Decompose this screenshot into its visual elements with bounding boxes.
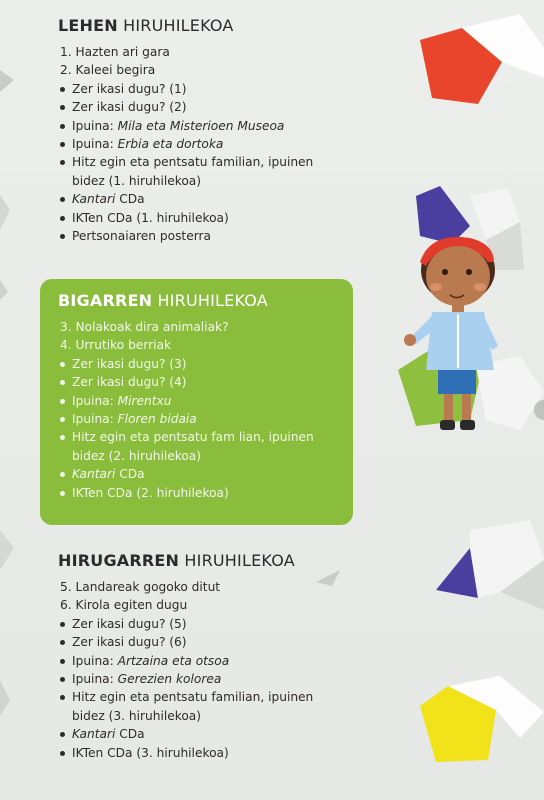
item-title-italic: Kantari [72,192,116,207]
resource-item [58,652,338,670]
item-title-italic: Kantari [72,467,116,482]
item-prefix: Ipuina: [72,137,118,152]
item-suffix: CDa [115,727,145,742]
item-text: IKTen CDa (2. hiruhilekoa) [72,485,229,500]
paper-fold-shape [0,70,14,92]
section-first-trimester [58,16,338,245]
unit-item [58,336,338,354]
item-text: 5. Landareak gogoko ditut [60,580,221,594]
item-text: Hitz egin eta pentsatu familian, ipuinen bidez (3. hiruhilekoa) [72,690,314,723]
unit-item [58,318,338,336]
item-suffix: CDa [115,192,145,207]
item-title-italic: Artzaina eta otsoa [117,653,230,668]
section-title-rest: HIRUHILEKOA [152,291,268,310]
item-text: 3. Nolakoak dira animaliak? [60,320,229,334]
unit-item [58,43,338,61]
section-title-bold: BIGARREN [58,291,153,310]
item-text: Zer ikasi dugu? (1) [72,81,187,96]
section-third-trimester [58,551,338,762]
item-title-italic: Kantari [72,727,116,742]
resource-item [58,98,338,116]
resource-item [58,688,338,725]
resource-item [58,227,338,245]
resource-item [58,355,338,373]
purple-shape [416,186,470,244]
item-text: Zer ikasi dugu? (4) [72,375,187,390]
section-title-rest: HIRUHILEKOA [117,16,234,35]
resource-item [58,744,338,762]
item-suffix: CDa [115,467,145,482]
item-text: Hitz egin eta pentsatu fam lian, ipuinen bidez (2. hiruhilekoa) [72,430,314,463]
paper-fold-shape [0,195,10,230]
section-list [58,318,338,502]
resource-item [58,410,338,428]
item-text: Zer ikasi dugu? (2) [72,100,187,115]
resource-item [58,373,338,391]
item-title-italic: Floren bidaia [117,412,197,427]
resource-item [58,465,338,483]
item-text: Zer ikasi dugu? (5) [72,616,187,631]
section-second-trimester [58,291,338,502]
item-prefix: Ipuina: [72,672,118,687]
resource-item [58,190,338,208]
resource-item [58,633,338,651]
resource-item [58,615,338,633]
item-title-italic: Gerezien kolorea [117,672,222,687]
item-title-italic: Mila eta Misterioen Museoa [117,118,285,133]
item-text: Pertsonaiaren posterra [72,229,211,244]
unit-item [58,61,338,79]
section-list [58,578,338,762]
item-title-italic: Mirentxu [117,393,172,408]
item-text: 1. Hazten ari gara [60,45,170,59]
item-title-italic: Erbia eta dortoka [117,137,224,152]
item-prefix: Ipuina: [72,412,118,427]
resource-item [58,135,338,153]
item-text: 6. Kirola egiten dugu [60,598,188,613]
item-text: Hitz egin eta pentsatu familian, ipuinen bidez (1. hiruhilekoa) [72,155,314,188]
section-title [58,551,338,570]
item-prefix: Ipuina: [72,393,118,408]
resource-item [58,209,338,227]
unit-item [58,596,338,614]
resource-item [58,725,338,743]
paper-fold-shape [0,280,8,300]
resource-item [58,670,338,688]
item-text: Zer ikasi dugu? (6) [72,635,187,650]
resource-item [58,428,338,465]
section-title-rest: HIRUHILEKOA [179,551,295,570]
unit-item [58,578,338,596]
paper-fold-shape [0,680,10,716]
resource-item [58,484,338,502]
item-text: IKTen CDa (1. hiruhilekoa) [72,210,229,225]
item-text: 2. Kaleei begira [60,63,156,78]
section-list [58,43,338,245]
resource-item [58,117,338,135]
section-title-bold: LEHEN [58,16,118,35]
resource-item [58,153,338,190]
resource-item [58,392,338,410]
paper-fold-shape [0,530,14,570]
section-title-bold: HIRUGARREN [58,551,180,570]
item-text: IKTen CDa (3. hiruhilekoa) [72,745,229,760]
section-title [58,291,338,310]
item-text: Zer ikasi dugu? (3) [72,356,187,371]
section-title [58,16,338,35]
item-text: 4. Urrutiko berriak [60,338,172,353]
item-prefix: Ipuina: [72,653,118,668]
item-prefix: Ipuina: [72,118,118,133]
resource-item [58,80,338,98]
